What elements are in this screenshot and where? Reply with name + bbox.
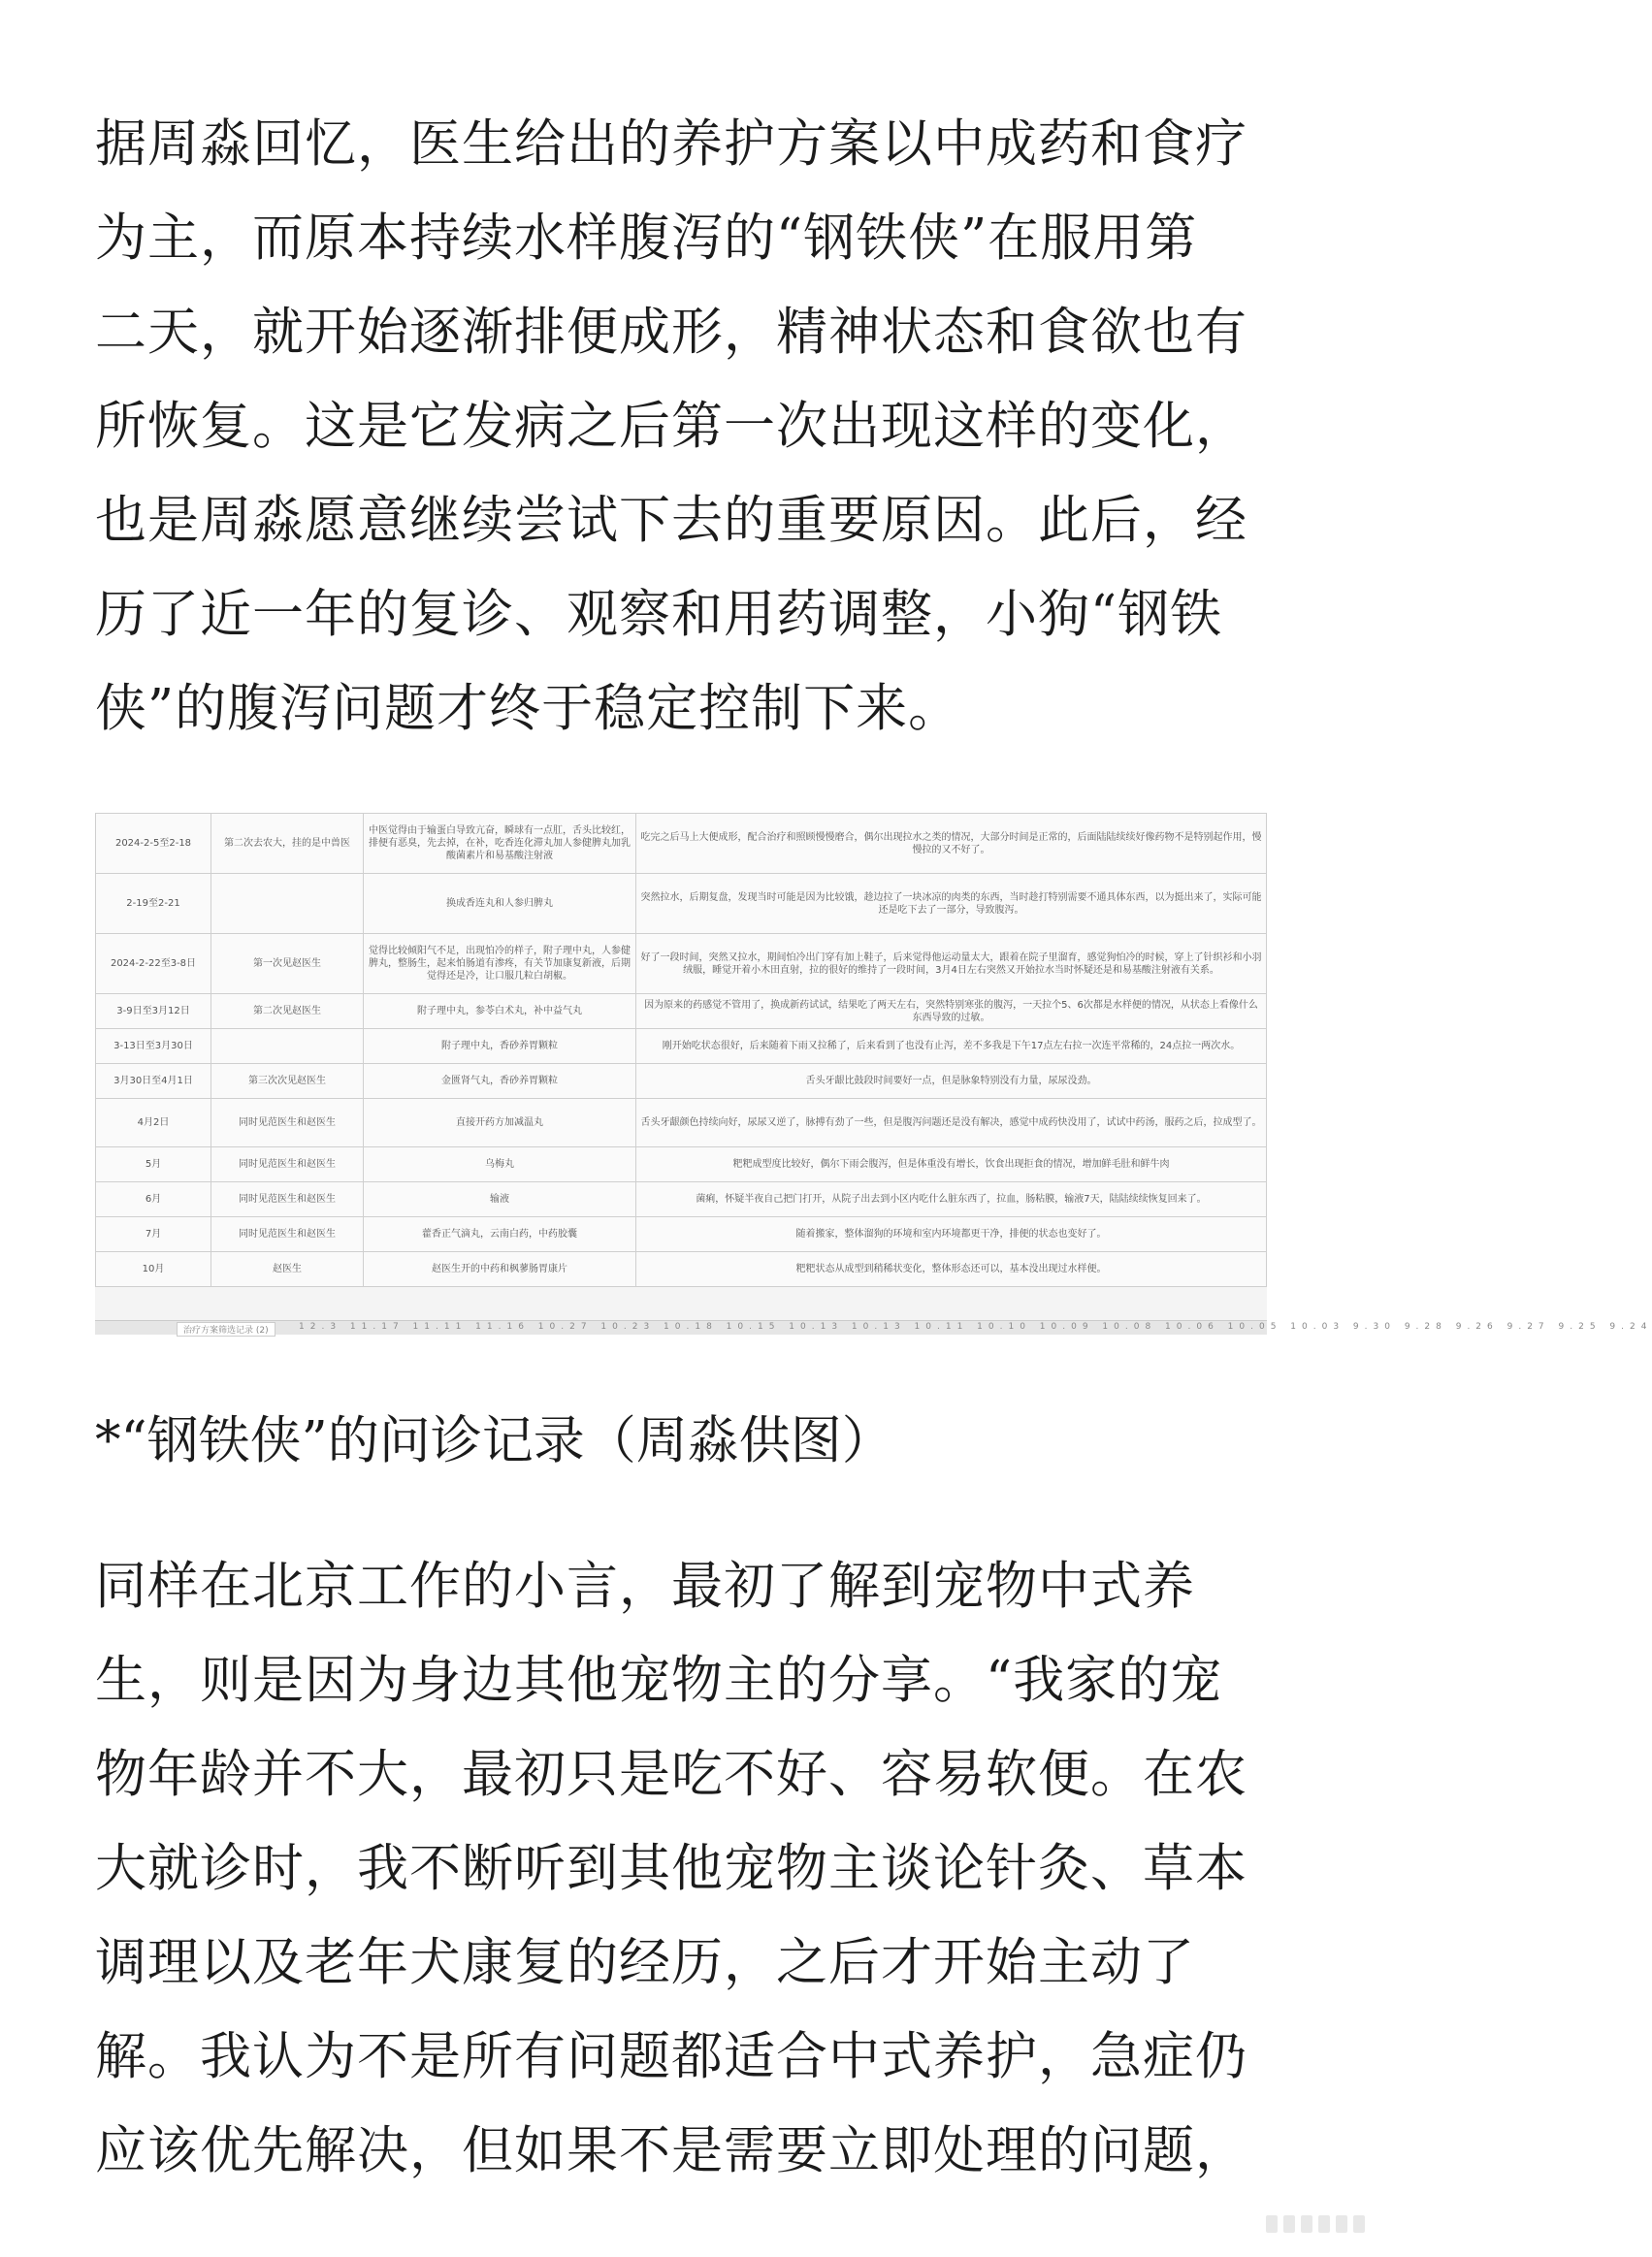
cell-visit: 赵医生 [211,1252,364,1287]
cell-note: 因为原来的药感觉不管用了，换成新药试试，结果吃了两天左右，突然特别寒张的腹泻，一天拉个5、6次都是水样便的情况，从状态上看像什么东西导致的过敏。 [636,994,1267,1029]
cell-date: 5月 [96,1147,211,1182]
cell-plan: 觉得比较倾阳气不足，出现怕冷的样子，附子理中丸，人参健脾丸，整肠生，起来怕肠道有渗疼，有关节加康复新液，后期觉得还是冷，让口服几粒白胡椒。 [364,934,636,994]
text-line: 二天，就开始逐渐排便成形，精神状态和食欲也有 [95,303,1247,362]
table-row [96,1217,1267,1252]
cell-note: 刚开始吃状态很好，后来随着下雨又拉稀了，后来看到了也没有止泻，差不多我是下午17点左右拉一次连平常稀的，24点拉一两次水。 [636,1029,1267,1064]
article-paragraph-2 [95,1539,1308,2198]
text-line: 为主，而原本持续水样腹泻的“钢铁侠”在服用第 [95,209,1198,268]
cell-date: 10月 [96,1252,211,1287]
cell-visit [211,874,364,934]
table-row [96,1064,1267,1099]
cell-date: 3-9日至3月12日 [96,994,211,1029]
cell-plan: 输液 [364,1182,636,1217]
table-row [96,1147,1267,1182]
cell-visit: 第一次见赵医生 [211,934,364,994]
cell-plan: 乌梅丸 [364,1147,636,1182]
cell-visit: 第三次次见赵医生 [211,1064,364,1099]
table-row [96,874,1267,934]
cell-plan: 赵医生开的中药和枫蓼肠胃康片 [364,1252,636,1287]
text-line: 大就诊时，我不断听到其他宠物主谈论针灸、草本 [95,1839,1247,1898]
text-line: 生，则是因为身边其他宠物主的分享。“我家的宠 [95,1651,1223,1710]
cell-plan: 中医觉得由于输蛋白导致亢奋，瞬球有一点肛，舌头比较红，排便有恶臭，先去掉，在补，吃香连化滞丸加人参健脾丸加乳酸菌素片和易基酸注射液 [364,814,636,874]
text-line: 据周淼回忆，医生给出的养护方案以中成药和食疗 [95,114,1247,174]
cell-note: 粑粑状态从成型到稍稀状变化，整体形态还可以，基本没出现过水样便。 [636,1252,1267,1287]
cell-note: 菌痢，怀疑半夜自己把门打开，从院子出去到小区内吃什么脏东西了，拉血，肠粘膜，输液7天，陆陆续续恢复回来了。 [636,1182,1267,1217]
cell-note: 吃完之后马上大便成形，配合治疗和照顾慢慢磨合，偶尔出现拉水之类的情况，大部分时间是正常的，后面陆陆续续好像药物不是特别起作用，慢慢拉的又不好了。 [636,814,1267,874]
cell-date: 6月 [96,1182,211,1217]
text-line: 同样在北京工作的小言，最初了解到宠物中式养 [95,1557,1195,1616]
text-line: 侠”的腹泻问题才终于稳定控制下来。 [95,679,961,738]
table-row [96,1252,1267,1287]
cell-date: 4月2日 [96,1099,211,1147]
cell-visit: 同时见范医生和赵医生 [211,1099,364,1147]
text-line: 所恢复。这是它发病之后第一次出现这样的变化， [95,397,1247,456]
sheet-numbers: 12.3 11.17 11.11 11.16 10.27 10.23 10.18 10.15 10.13 10.13 10.11 10.10 10.09 10.08 10.06 10.05 10.03 9.30 9.28 9.26 9.27 9.25 9.24 [299,1322,1652,1332]
cell-note: 粑粑成型度比较好，偶尔下雨会腹泻，但是体重没有增长，饮食出现拒食的情况，增加鲜毛肚和鲜牛肉 [636,1147,1267,1182]
cell-date: 7月 [96,1217,211,1252]
cell-note: 好了一段时间，突然又拉水，期间怕冷出门穿有加上鞋子，后来觉得他运动量太大，跟着在院子里溜育，感觉狗怕冷的时候，穿上了针织衫和小羽绒服，睡觉开着小木田直射，拉的很好的维持了一段时间，3月4日左右突然又开始拉水当时怀疑还是和易基酸注射液有关系。 [636,934,1267,994]
cell-visit: 同时见范医生和赵医生 [211,1182,364,1217]
table-row [96,1182,1267,1217]
cell-date: 2024-2-5至2-18 [96,814,211,874]
sheet-tab: 治疗方案筛选记录 (2) [177,1322,275,1337]
image-caption: *“钢铁侠”的问诊记录（周淼供图） [95,1411,893,1470]
cell-date: 2024-2-22至3-8日 [96,934,211,994]
cell-plan: 附子理中丸，香砂养胃颗粒 [364,1029,636,1064]
cell-date: 2-19至2-21 [96,874,211,934]
text-line: 调理以及老年犬康复的经历，之后才开始主动了 [95,1933,1195,1992]
cell-visit: 同时见范医生和赵医生 [211,1217,364,1252]
cell-note: 随着搬家，整体溜狗的环境和室内环境都更干净，排便的状态也变好了。 [636,1217,1267,1252]
article-paragraph-1 [95,97,1308,756]
table-row [96,814,1267,874]
text-line: 历了近一年的复诊、观察和用药调整，小狗“钢铁 [95,585,1223,644]
cell-note: 突然拉水，后期复盘，发现当时可能是因为比较饿，趁边拉了一块冰凉的肉类的东西，当时趁打特别需要不通具体东西，以为挺出来了，实际可能还是吃下去了一部分，导致腹泻。 [636,874,1267,934]
cell-plan: 金匮肾气丸，香砂养胃颗粒 [364,1064,636,1099]
sheet-tab-bar [95,1320,1652,1336]
cell-visit: 同时见范医生和赵医生 [211,1147,364,1182]
cell-plan: 换成香连丸和人参归脾丸 [364,874,636,934]
cell-note: 舌头牙龈比鼓段时间要好一点，但是脉象特别没有力量，尿尿没劲。 [636,1064,1267,1099]
cell-date: 3月30日至4月1日 [96,1064,211,1099]
cell-plan: 藿香正气滴丸，云南白药，中药胶囊 [364,1217,636,1252]
consultation-table [95,813,1267,1287]
cell-visit: 第二次去农大，挂的是中兽医 [211,814,364,874]
table-row [96,934,1267,994]
consultation-record-image [95,813,1652,1336]
cell-plan: 附子理中丸，参苓白术丸，补中益气丸 [364,994,636,1029]
cell-date: 3-13日至3月30日 [96,1029,211,1064]
text-line: 解。我认为不是所有问题都适合中式养护，急症仍 [95,2027,1247,2086]
cell-plan: 直接开药方加减温丸 [364,1099,636,1147]
text-line: 物年龄并不大，最初只是吃不好、容易软便。在农 [95,1745,1247,1804]
table-row [96,994,1267,1029]
table-row [96,1029,1267,1064]
table-row [96,1099,1267,1147]
watermark-icon [1266,2211,1373,2237]
cell-note: 舌头牙龈颜色持续向好，尿尿又逆了，脉搏有劲了一些，但是腹泻问题还是没有解决，感觉中成药快没用了，试试中药汤，服药之后，拉成型了。 [636,1099,1267,1147]
text-line: 应该优先解决，但如果不是需要立即处理的问题， [95,2121,1247,2180]
cell-visit: 第二次见赵医生 [211,994,364,1029]
cell-visit [211,1029,364,1064]
text-line: 也是周淼愿意继续尝试下去的重要原因。此后，经 [95,491,1247,550]
